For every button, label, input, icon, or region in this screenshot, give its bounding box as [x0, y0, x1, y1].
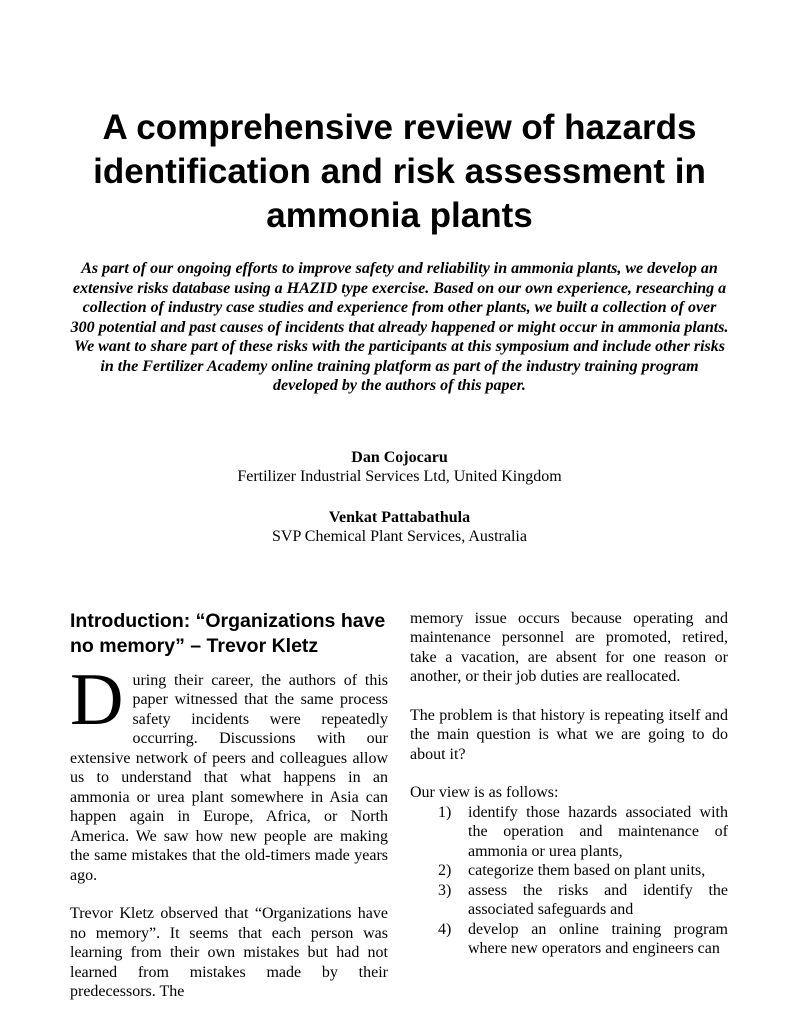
introduction-paragraph-3: memory issue occurs because operating and maintenance personnel are promoted, retired, take a vacation, are absent for one reason or another, or their job duties are reallocated.	[410, 609, 728, 685]
paper-title-line-1: A comprehensive review of hazards	[102, 108, 697, 147]
paper-title	[70, 106, 729, 238]
authors-section	[70, 448, 729, 547]
introduction-heading: Introduction: “Organizations have no memory” – Trevor Kletz	[70, 609, 386, 657]
abstract-text: As part of our ongoing efforts to improve safety and reliability in ammonia plants, we develop an extensive risks database using a HAZID type exercise. Based on our own experience, researching a collection of industry case studies and experience from other plants, we built a collection of over 300 potential and past causes of incidents that already happened or might occur in ammonia plants. We want to share part of these risks with the participants at this symposium and include other risks in the Fertilizer Academy online training platform as part of the industry training program developed by the authors of this paper.	[70, 260, 729, 394]
paper-title-line-2: identification and risk assessment in	[93, 152, 706, 191]
two-column-body	[70, 609, 729, 1002]
introduction-paragraph-2: Trevor Kletz observed that “Organizations have no memory”. It seems that each person was learning from their own mistakes but had not learned from mistakes made by their predecessors. The	[70, 905, 388, 1000]
list-item-text: assess the risks and identify the associated safeguards and	[468, 881, 728, 918]
introduction-paragraph-4: The problem is that history is repeating itself and the main question is what we are going to do about it?	[410, 706, 728, 763]
author-block	[70, 448, 729, 487]
list-item	[410, 803, 728, 862]
introduction-paragraph-1-text: uring their career, the authors of this paper witnessed that the same process safety incidents were repeatedly occurring. Discussions with our extensive network of peers and colleagues allow us to understand that what happens in an ammonia or urea plant somewhere in Asia can happen again in Europe, Africa, or North America. We saw how new people are making the same mistakes that the old-timers made years ago.	[70, 671, 388, 884]
introduction-paragraph-1	[70, 658, 388, 886]
list-item-text: identify those hazards associated with the operation and maintenance of ammonia or urea plants,	[468, 803, 728, 860]
list-item-number: 1)	[438, 803, 452, 821]
right-column	[410, 609, 728, 1002]
author-block	[70, 508, 729, 547]
list-item	[410, 881, 728, 920]
list-item-text: develop an online training program where new operators and engineers can	[468, 920, 728, 957]
list-item-number: 2)	[438, 862, 452, 879]
list-item-text: categorize them based on plant units,	[468, 862, 706, 879]
author-name: Venkat Pattabathula	[328, 508, 471, 526]
author-affiliation: Fertilizer Industrial Services Ltd, United Kingdom	[237, 468, 562, 485]
author-affiliation: SVP Chemical Plant Services, Australia	[272, 528, 527, 545]
introduction-paragraph-5: Our view is as follows:	[410, 784, 559, 801]
list-item-number: 4)	[438, 920, 452, 938]
paper-title-line-3: ammonia plants	[266, 196, 533, 235]
list-item-number: 3)	[438, 881, 452, 899]
left-column	[70, 609, 388, 1002]
numbered-list	[410, 803, 728, 959]
list-item	[410, 920, 728, 959]
author-name: Dan Cojocaru	[351, 448, 448, 466]
list-item	[410, 861, 728, 881]
dropcap-letter: D	[70, 658, 124, 741]
